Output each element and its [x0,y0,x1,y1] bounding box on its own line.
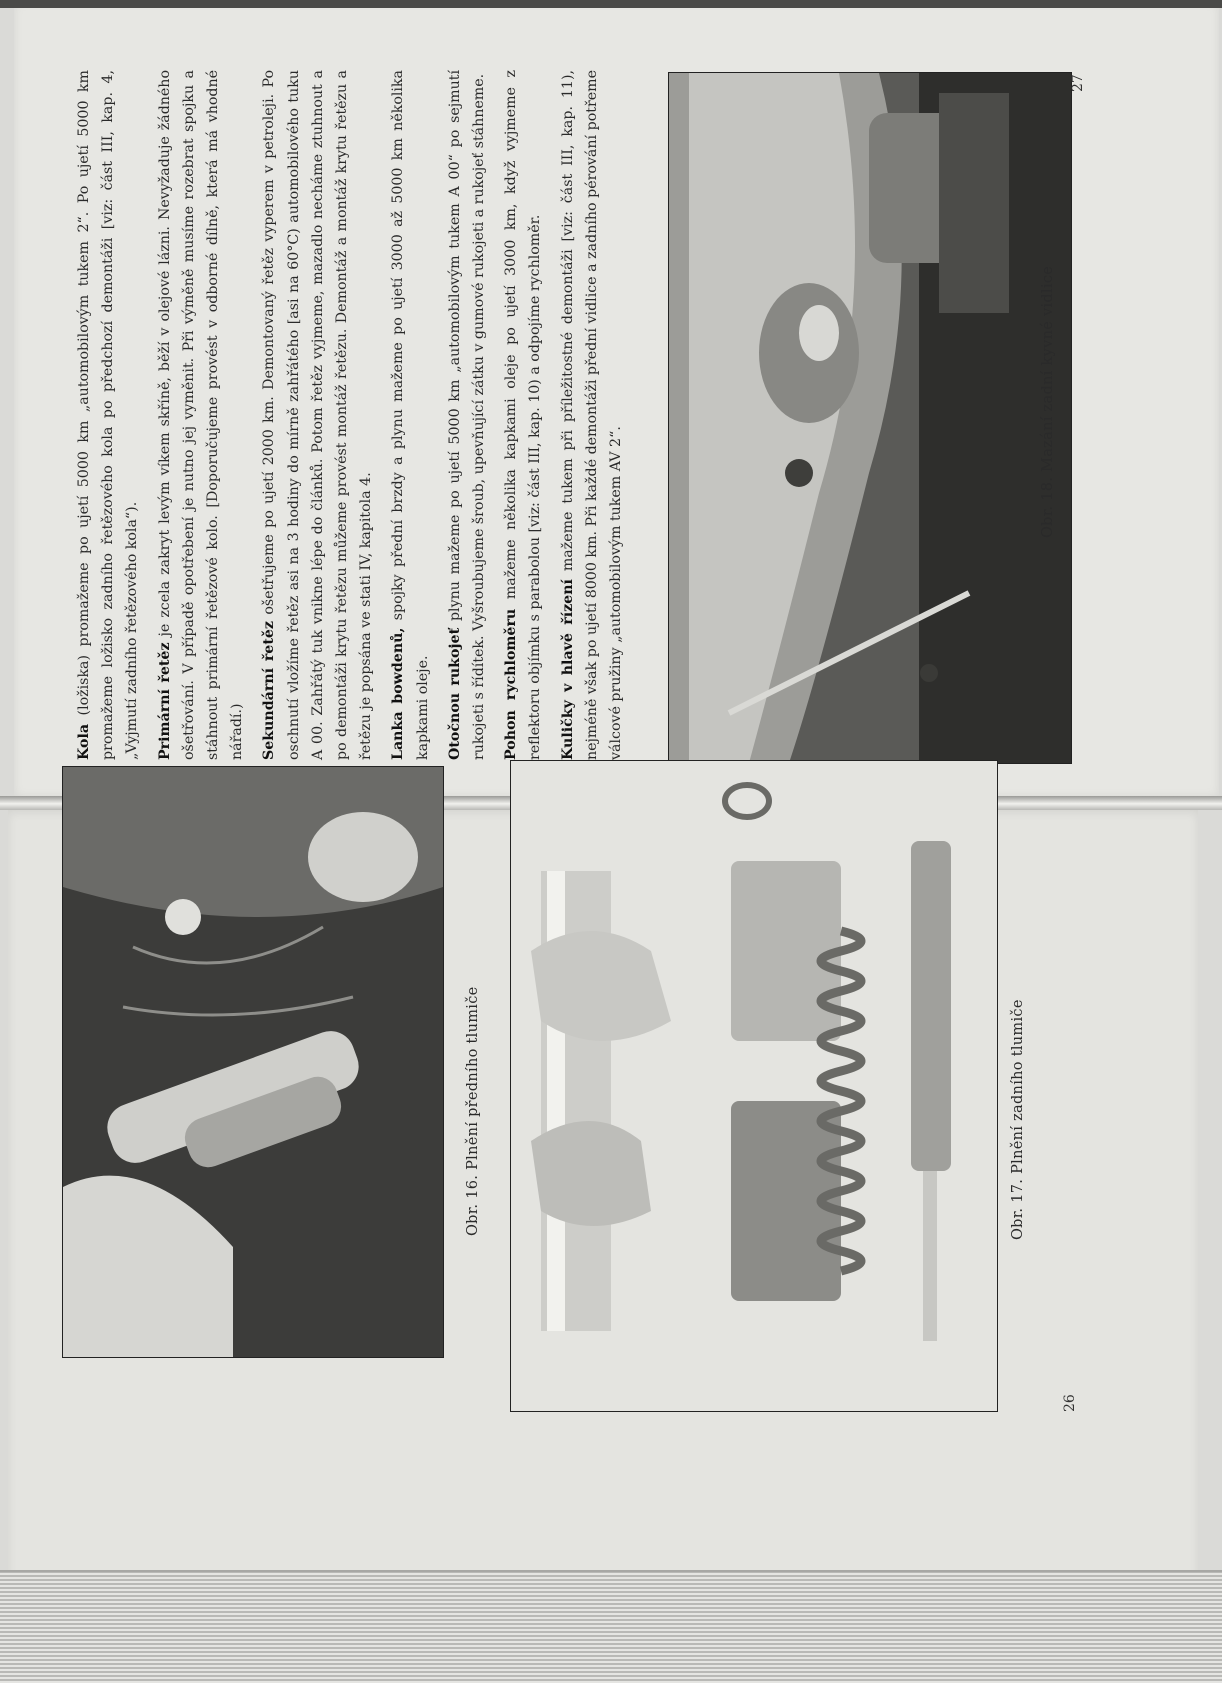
figure-18-caption: Obr. 18. Mazání zadní kyvné vidlice [1040,265,1056,538]
paragraph-pohon-rychlomeru: Pohon rychloměru mažeme několika kapkami oleje po ujetí 3000 km, když vyjmeme z reflektoru objímku s parabolou [viz: část III, kap. 10) a odpojíme rychloměr. [503,70,544,760]
front-damper-filling-image [63,767,443,1357]
figure-16-photo [62,766,444,1358]
scan-top-edge [0,0,1222,8]
paragraph-otocna-rukojet: Otočnou rukojeť plynu mažeme po ujetí 5000 km „automobilovým tukem A 00“ po sejmutí rukojeti s řídítek. Vyšroubujeme šroub, upevňující zátku v gumové rukojeti a rukojeť stáhneme. [446,69,488,760]
paragraph-primarni-retez: Primární řetěz je zcela zakryt levým víkem skříně, běží v olejové lázni. Nevyžaduje žádného ošetřování. V případě opotřebení je nutno jej vyměnit. Při výměně musíme rozebrat spojku a stáhnout primární řetězové kolo. [Doporučujeme provést v odborné dílně, která má vhodné nářadí.) [156,70,246,760]
paragraph-sekundarni-retez: Sekundární řetěz ošetřujeme po ujetí 2000 km. Demontovaný řetěz vyperem v petroleji. Po oschnutí vložíme řetěz asi na 3 hodiny do mírně zahřátého [asi na 60°C) automobilového tuku A 00. Zahřátý tuk vnikne lépe do článků. Potom řetěz vyjmeme, mazadlo necháme ztuhnout a po demontáži krytu řetězu můžeme provést montáž řetězu. Demontáž a montáž krytu řetězu a řetězu je popsána ve stati IV, kapitola 4. [261,69,375,760]
page-number-27: 27 [1070,74,1086,92]
rear-damper-filling-image [511,761,997,1411]
paragraph-kola: Kola (ložiska) promažeme po ujetí 5000 km „automobilovým tukem 2“. Po ujetí 5000 km promažeme ložisko zadního řetězového kola po předchozí demontáži [viz: část III, kap. 4, „Vyjmutí zadního řetězového kola“). [76,70,141,760]
swing-arm-lubrication-image [669,73,1071,763]
figure-16-caption: Obr. 16. Plnění předního tlumiče [465,986,481,1236]
paragraph-lanka-bowdenu: Lanka bowdenů, spojky přední brzdy a plynu mažeme po ujetí 3000 až 5000 km několika kapkami oleje. [390,70,431,760]
figure-17-photo [510,760,998,1412]
figure-17-caption: Obr. 17. Plnění zadního tlumiče [1010,999,1026,1240]
page-edges [0,1570,1222,1683]
figure-18-photo [668,72,1072,764]
page-number-26: 26 [1062,1394,1078,1412]
paragraph-kulicky: Kuličky v hlavě řízení mažeme tukem při příležitostné demontáži [viz: část III, kap. 11), nejméně však po ujetí 8000 km. Při každé demontáži přední vidlice a zadního pérování potřeme válcové pružiny „automobilovým tukem AV 2“. [559,70,625,760]
page-27-text [72,69,625,760]
